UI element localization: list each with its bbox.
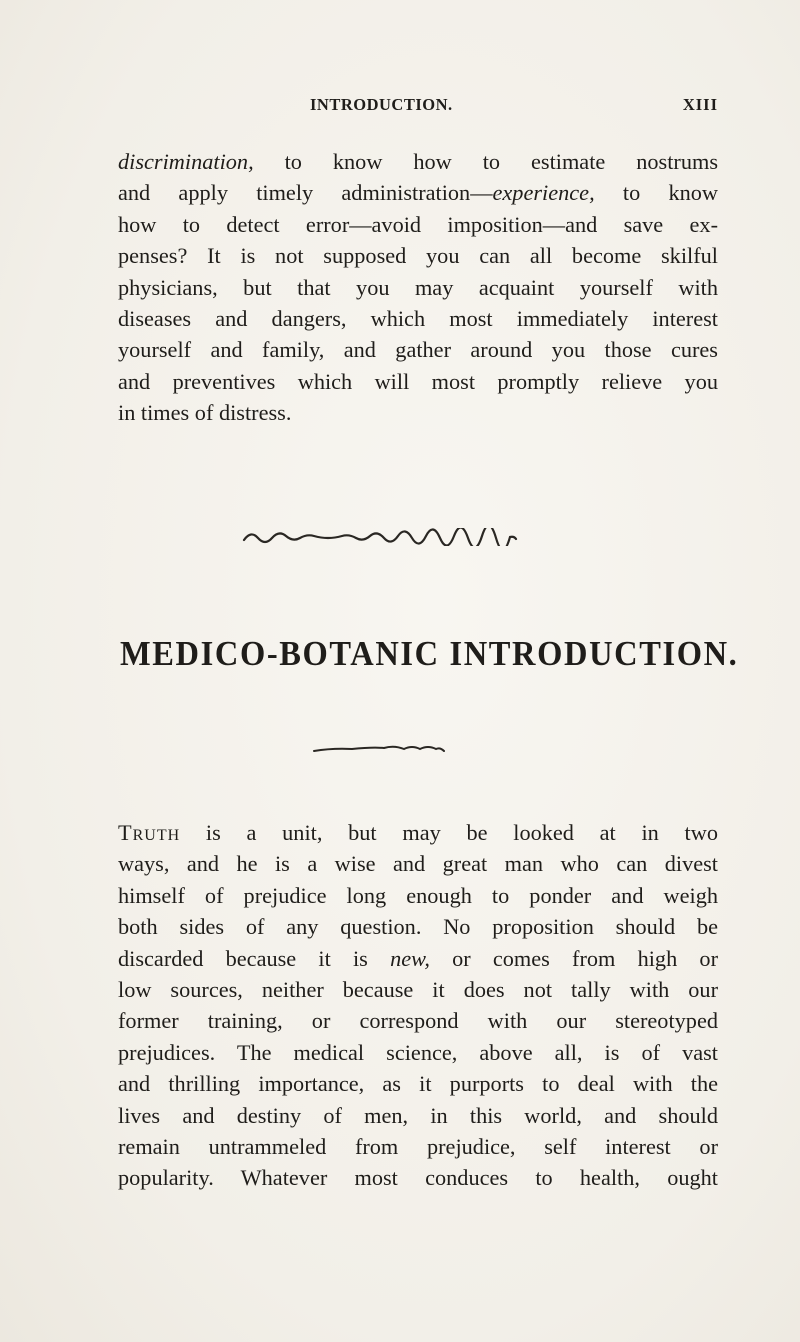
italic-term: new, xyxy=(390,945,430,971)
running-head xyxy=(118,95,718,119)
wavy-rule-ornament xyxy=(242,528,518,546)
text-line: himself of prejudice long enough to ponder and weigh xyxy=(118,882,718,908)
text-line: remain untrammeled from prejudice, self interest or xyxy=(118,1133,718,1159)
text-line: and thrilling importance, as it purports to deal with the xyxy=(118,1071,718,1097)
short-wavy-rule-ornament xyxy=(312,743,446,755)
text-line: and preventives which will most promptly relieve you xyxy=(118,368,718,394)
text-line: lives and destiny of men, in this world, and should xyxy=(118,1102,718,1128)
text-line: popularity. Whatever most conduces to health, ought xyxy=(118,1165,718,1191)
text-line: physicians, but that you may acquaint yourself with xyxy=(118,274,718,300)
section-title: MEDICO-BOTANIC INTRODUCTION. xyxy=(120,634,739,674)
paragraph-truth xyxy=(118,817,718,1194)
line-text: is a unit, but may be looked at in two xyxy=(180,820,718,845)
text-line: both sides of any question. No proposition should be xyxy=(118,914,718,940)
page-number: XIII xyxy=(682,95,718,114)
lead-word: Truth xyxy=(118,820,181,845)
line-text: to know xyxy=(594,180,718,206)
italic-term: discrimination, xyxy=(118,149,254,174)
text-line: former training, or correspond with our stereotyped xyxy=(118,1008,718,1034)
line-text: discarded because it is xyxy=(118,945,391,971)
line-text: and apply timely administration— xyxy=(118,180,493,206)
text-line: diseases and dangers, which most immediately interest xyxy=(118,305,718,331)
running-head-title: INTRODUCTION. xyxy=(310,95,453,114)
line-text: to know how to estimate nostrums xyxy=(253,149,718,174)
text-line: ways, and he is a wise and great man who can divest xyxy=(118,851,718,877)
text-line: prejudices. The medical science, above all, is of vast xyxy=(118,1039,718,1065)
text-line xyxy=(118,817,718,848)
text-line xyxy=(118,943,718,974)
text-line xyxy=(118,177,718,208)
text-line: low sources, neither because it does not tally with our xyxy=(118,976,718,1002)
paragraph-discrimination xyxy=(118,146,718,429)
text-line: in times of distress. xyxy=(118,400,292,426)
text-line: penses? It is not supposed you can all become skilful xyxy=(118,243,718,269)
text-line: how to detect error—avoid imposition—and save ex- xyxy=(118,211,718,237)
text-line: yourself and family, and gather around you those cures xyxy=(118,337,718,363)
text-line xyxy=(118,146,718,177)
line-text: or comes from high or xyxy=(429,945,718,971)
italic-term: experience, xyxy=(492,180,595,206)
